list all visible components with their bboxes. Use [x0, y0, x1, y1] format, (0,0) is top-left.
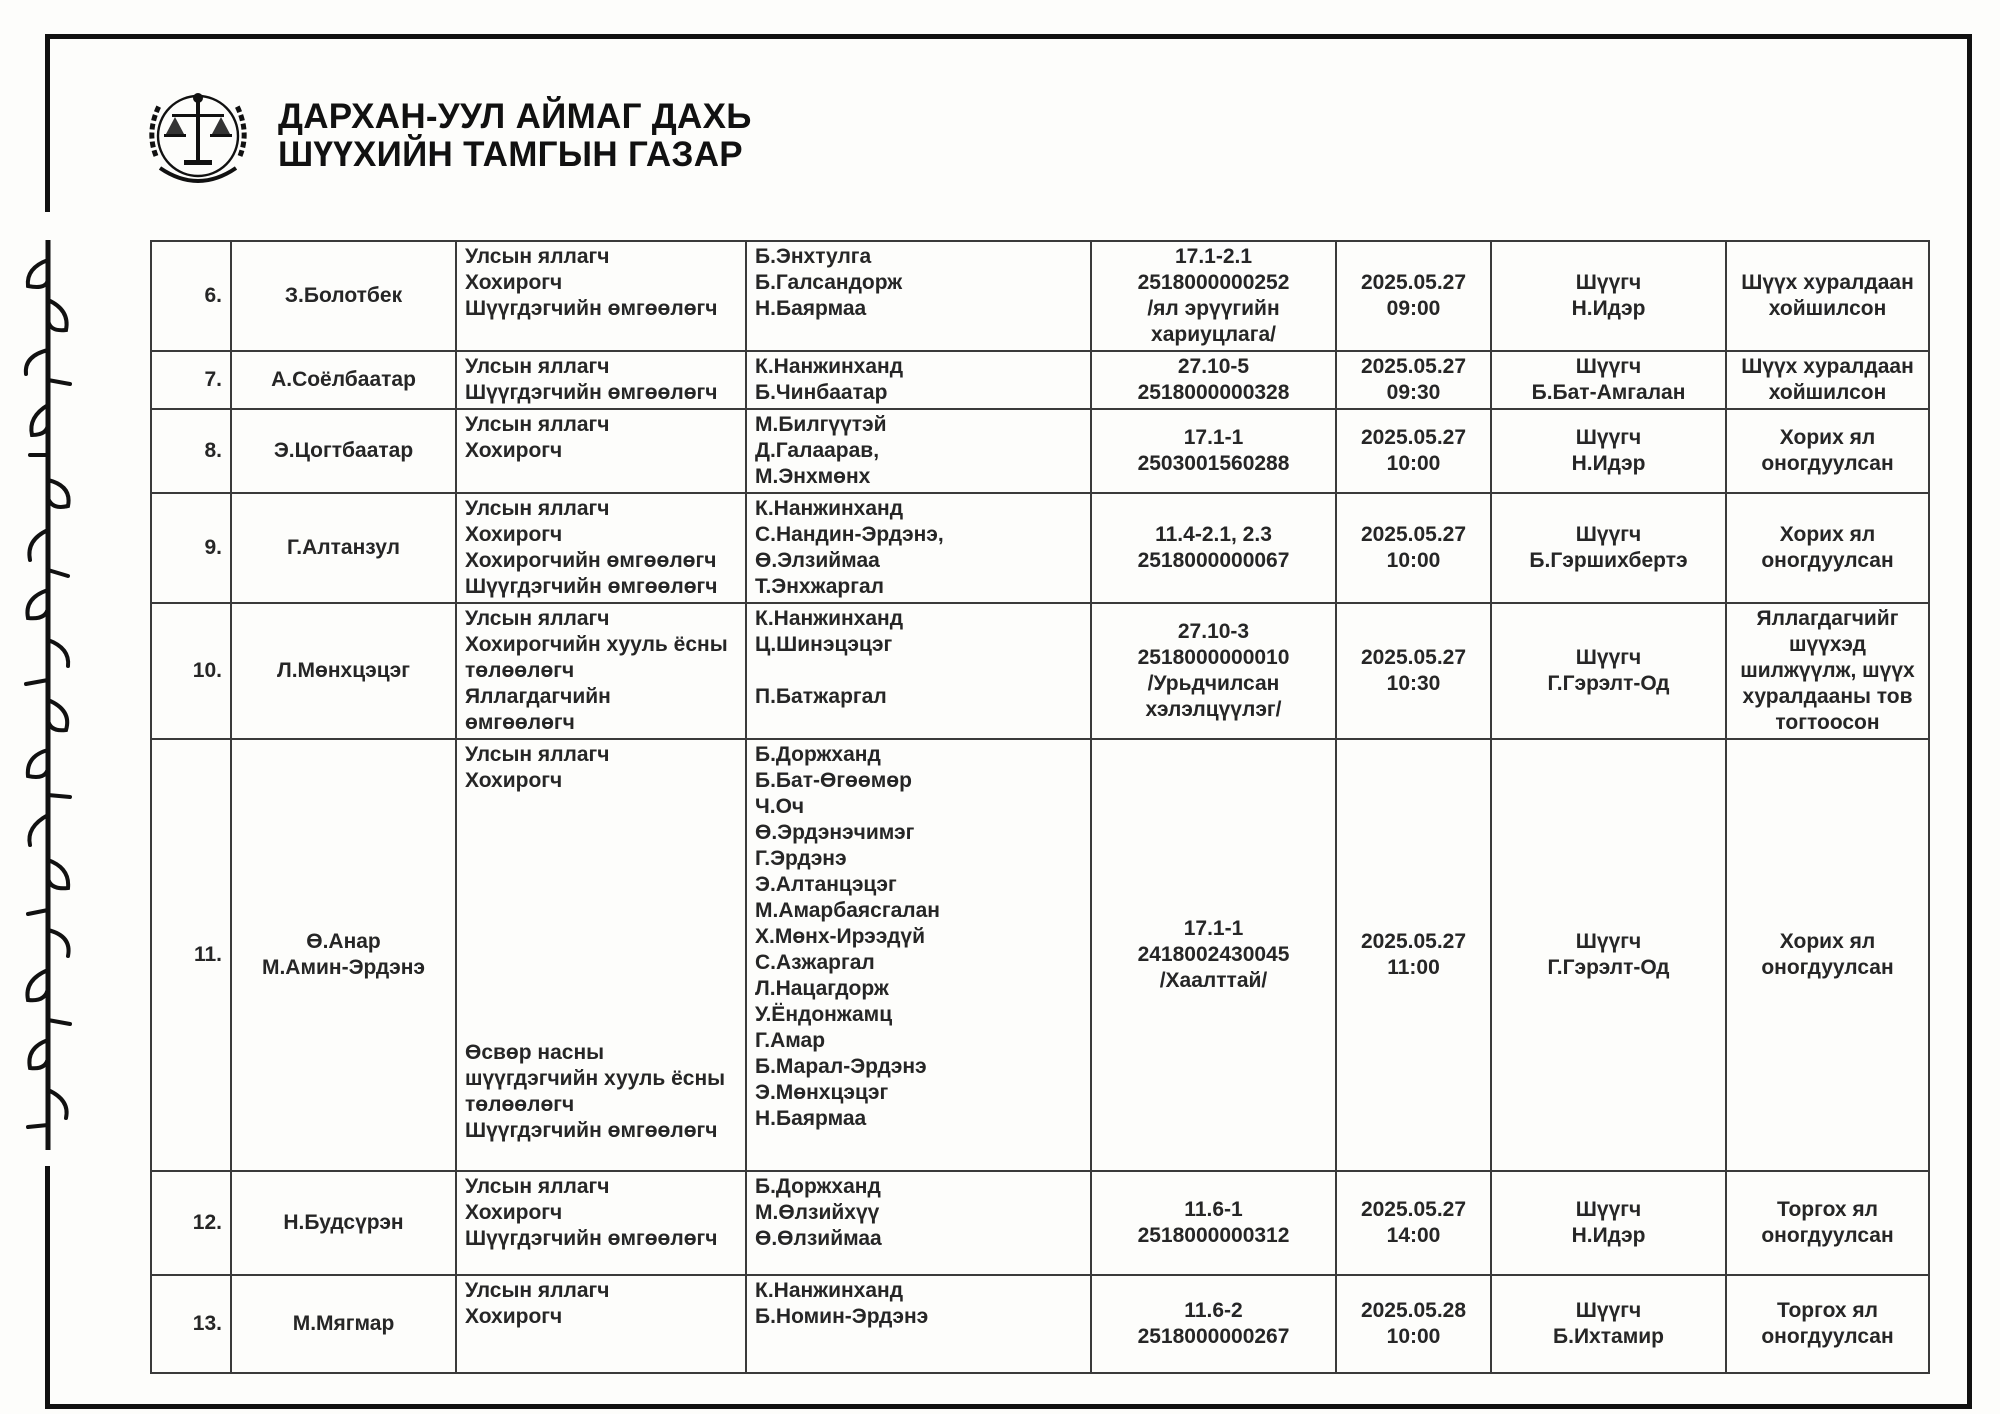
case-number: 17.1-2.1 2518000000252 /ял эрүүгийн хариуцлага/ [1091, 241, 1336, 351]
table-row [151, 1171, 1929, 1275]
case-number: 17.1-1 2503001560288 [1091, 409, 1336, 493]
defendant-name: А.Соёлбаатар [231, 351, 456, 409]
participant-roles: Улсын яллагч Хохирогч Хохирогчийн өмгөөлөгч Шүүгдэгчийн өмгөөлөгч [456, 493, 746, 603]
hearing-datetime: 2025.05.27 14:00 [1336, 1171, 1491, 1275]
defendant-name: Ө.Анар М.Амин-Эрдэнэ [231, 739, 456, 1171]
hearing-result: Яллагдагчийг шүүхэд шилжүүлж, шүүх хуралдааны тов тогтоосон [1726, 603, 1929, 739]
hearing-result: Хорих ял оногдуулсан [1726, 739, 1929, 1171]
participant-names: Б.Доржханд Б.Бат-Өгөөмөр Ч.Оч Ө.Эрдэнэчимэг Г.Эрдэнэ Э.Алтанцэцэг М.Амарбаясгалан Х.Мөнх-Ирээдүй С.Азжаргал Л.Нацагдорж У.Ёндонжамц Г.Амар Б.Марал-Эрдэнэ Э.Мөнхцэцэг Н.Баярмаа [746, 739, 1091, 1171]
row-number: 7. [151, 351, 231, 409]
hearing-datetime: 2025.05.27 10:00 [1336, 409, 1491, 493]
defendant-name: Г.Алтанзул [231, 493, 456, 603]
judge: Шүүгч Н.Идэр [1491, 1171, 1726, 1275]
hearing-datetime: 2025.05.27 10:30 [1336, 603, 1491, 739]
participant-names: К.Нанжинханд С.Нандин-Эрдэнэ, Ө.Элзиймаа Т.Энхжаргал [746, 493, 1091, 603]
row-number: 13. [151, 1275, 231, 1373]
defendant-name: Н.Будсүрэн [231, 1171, 456, 1275]
case-number: 11.6-1 2518000000312 [1091, 1171, 1336, 1275]
hearing-datetime: 2025.05.27 09:30 [1336, 351, 1491, 409]
participant-names: К.Нанжинханд Б.Номин-Эрдэнэ [746, 1275, 1091, 1373]
case-number: 11.4-2.1, 2.3 2518000000067 [1091, 493, 1336, 603]
judge: Шүүгч Г.Гэрэлт-Од [1491, 603, 1726, 739]
title-line-1: ДАРХАН-УУЛ АЙМАГ ДАХЬ [278, 97, 752, 136]
title-line-2: ШҮҮХИЙН ТАМГЫН ГАЗАР [278, 135, 743, 174]
mongolian-script-logo [2, 230, 94, 1160]
participant-names: Б.Энхтулга Б.Галсандорж Н.Баярмаа [746, 241, 1091, 351]
table-row [151, 241, 1929, 351]
row-number: 12. [151, 1171, 231, 1275]
row-number: 6. [151, 241, 231, 351]
roles-top: Улсын яллагч Хохирогч [465, 743, 610, 792]
hearing-datetime: 2025.05.27 09:00 [1336, 241, 1491, 351]
hearing-result: Шүүх хуралдаан хойшилсон [1726, 241, 1929, 351]
row-number: 8. [151, 409, 231, 493]
table-row [151, 351, 1929, 409]
table-row [151, 1275, 1929, 1373]
page-frame-left-top [45, 34, 50, 212]
participant-names: К.Нанжинханд Ц.Шинэцэцэг П.Батжаргал [746, 603, 1091, 739]
participant-roles: Улсын яллагч Хохирогч Шүүгдэгчийн өмгөөлөгч [456, 241, 746, 351]
court-office-title [278, 98, 752, 174]
hearing-datetime: 2025.05.27 11:00 [1336, 739, 1491, 1171]
court-emblem-icon [138, 76, 258, 196]
defendant-name: Л.Мөнхцэцэг [231, 603, 456, 739]
table-row [151, 409, 1929, 493]
case-number: 17.1-1 2418002430045 /Хаалттай/ [1091, 739, 1336, 1171]
participant-names: М.Билгүүтэй Д.Галаарав, М.Энхмөнх [746, 409, 1091, 493]
defendant-name: З.Болотбек [231, 241, 456, 351]
row-number: 9. [151, 493, 231, 603]
participant-roles: Улсын яллагч Шүүгдэгчийн өмгөөлөгч [456, 351, 746, 409]
hearing-result: Хорих ял оногдуулсан [1726, 493, 1929, 603]
court-schedule-table [150, 240, 1930, 1374]
page-frame-top [45, 34, 1972, 39]
participant-roles [456, 739, 746, 1171]
defendant-name: Э.Цогтбаатар [231, 409, 456, 493]
judge: Шүүгч Б.Гэршихбертэ [1491, 493, 1726, 603]
page-frame-left-bottom [45, 1166, 50, 1409]
case-number: 27.10-3 2518000000010 /Урьдчилсан хэлэлцүүлэг/ [1091, 603, 1336, 739]
table-row [151, 603, 1929, 739]
hearing-result: Хорих ял оногдуулсан [1726, 409, 1929, 493]
hearing-datetime: 2025.05.28 10:00 [1336, 1275, 1491, 1373]
judge: Шүүгч Н.Идэр [1491, 409, 1726, 493]
participant-roles: Улсын яллагч Хохирогч Шүүгдэгчийн өмгөөлөгч [456, 1171, 746, 1275]
judge: Шүүгч Б.Ихтамир [1491, 1275, 1726, 1373]
judge: Шүүгч Б.Бат-Амгалан [1491, 351, 1726, 409]
row-number: 11. [151, 739, 231, 1171]
roles-bottom: Өсвөр насны шүүгдэгчийн хууль ёсны төлөөлөгч Шүүгдэгчийн өмгөөлөгч [465, 1041, 726, 1142]
table-row [151, 493, 1929, 603]
hearing-result: Торгох ял оногдуулсан [1726, 1171, 1929, 1275]
participant-names: К.Нанжинханд Б.Чинбаатар [746, 351, 1091, 409]
hearing-result: Шүүх хуралдаан хойшилсон [1726, 351, 1929, 409]
participant-roles: Улсын яллагч Хохирогчийн хууль ёсны төлөөлөгч Яллагдагчийн өмгөөлөгч [456, 603, 746, 739]
table-row [151, 739, 1929, 1171]
defendant-name: М.Мягмар [231, 1275, 456, 1373]
page-frame-right [1967, 34, 1972, 1409]
document-header [138, 76, 752, 196]
participant-names: Б.Доржханд М.Өлзийхүү Ө.Өлзиймаа [746, 1171, 1091, 1275]
case-number: 11.6-2 2518000000267 [1091, 1275, 1336, 1373]
hearing-datetime: 2025.05.27 10:00 [1336, 493, 1491, 603]
row-number: 10. [151, 603, 231, 739]
judge: Шүүгч Н.Идэр [1491, 241, 1726, 351]
participant-roles: Улсын яллагч Хохирогч [456, 1275, 746, 1373]
judge: Шүүгч Г.Гэрэлт-Од [1491, 739, 1726, 1171]
participant-roles: Улсын яллагч Хохирогч [456, 409, 746, 493]
page-frame-bottom [45, 1404, 1972, 1409]
hearing-result: Торгох ял оногдуулсан [1726, 1275, 1929, 1373]
case-number: 27.10-5 2518000000328 [1091, 351, 1336, 409]
